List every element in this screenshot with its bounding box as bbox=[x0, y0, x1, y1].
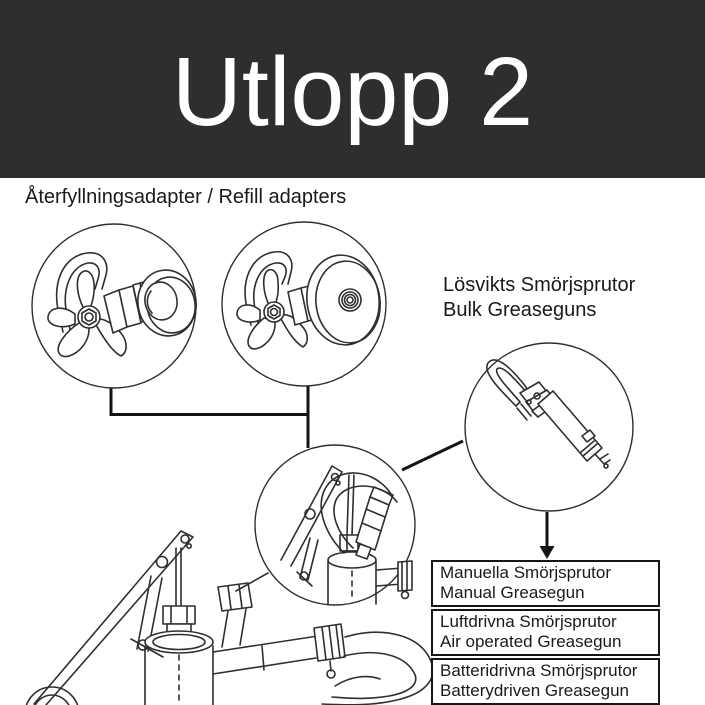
table-row bbox=[431, 560, 660, 607]
table-row bbox=[431, 658, 660, 705]
bulk-greaseguns-label bbox=[443, 273, 635, 323]
table-cell-en: Manual Greasegun bbox=[440, 583, 585, 602]
table-row bbox=[431, 609, 660, 656]
refill-adapters-label: Återfyllningsadapter / Refill adapters bbox=[25, 186, 347, 208]
table-cell-sv: Luftdrivna Smörjsprutor bbox=[440, 612, 617, 631]
bulk-greaseguns-label-en: Bulk Greaseguns bbox=[443, 299, 597, 321]
table-cell-sv: Manuella Smörjsprutor bbox=[440, 563, 612, 582]
page-title: Utlopp 2 bbox=[171, 36, 534, 146]
bulk-grease-gun-illustration bbox=[463, 341, 635, 513]
bulk-greaseguns-label-sv: Lösvikts Smörjsprutor bbox=[443, 274, 636, 296]
down-arrow bbox=[540, 512, 555, 559]
table-cell-en: Batterydriven Greasegun bbox=[440, 681, 629, 700]
refill-adapter-quick-coupler-illustration bbox=[30, 222, 198, 390]
pump-connection-detail-illustration bbox=[253, 443, 417, 607]
table-cell-en: Air operated Greasegun bbox=[440, 632, 622, 651]
greasegun-types-table bbox=[431, 560, 660, 705]
refill-adapter-flange-illustration bbox=[220, 220, 388, 388]
table-cell-sv: Batteridrivna Smörjsprutor bbox=[440, 661, 638, 680]
